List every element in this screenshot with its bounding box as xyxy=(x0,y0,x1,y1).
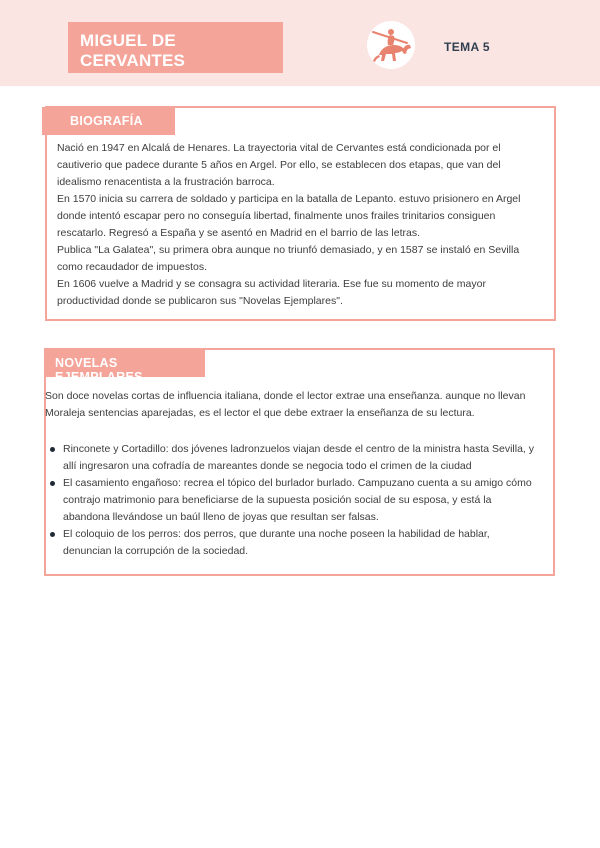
biografia-line: idealismo renacentista a la frustración barroca. xyxy=(57,176,275,188)
bullet-icon xyxy=(50,532,55,537)
knight-on-horse-icon xyxy=(367,21,415,69)
list-item-line: abandona llevándose un baúl lleno de joyas que resultan ser falsas. xyxy=(63,511,379,523)
biografia-line: como recaudador de impuestos. xyxy=(57,261,207,273)
title-box xyxy=(68,22,283,73)
list-item-line: contrajo matrimonio para beneficiarse de la supuesta posición social de su esposa, y está la xyxy=(63,494,492,506)
biografia-line: En 1570 inicia su carrera de soldado y participa en la batalla de Lepanto. estuvo prisionero en Argel xyxy=(57,193,521,205)
biografia-text xyxy=(57,140,544,310)
novelas-intro-line: Son doce novelas cortas de influencia italiana, donde el lector extrae una enseñanza. aunque no llevan xyxy=(45,390,526,402)
list-item-line: El casamiento engañoso: recrea el tópico del burlador burlado. Campuzano cuenta a su amigo cómo xyxy=(63,477,532,489)
novelas-intro-line: Moraleja sentencias aparejadas, es el lector el que debe extraer la enseñanza de su lectura. xyxy=(45,407,475,419)
bullet-icon xyxy=(50,481,55,486)
tema-label: TEMA 5 xyxy=(444,40,490,54)
list-item xyxy=(50,526,555,560)
novelas-list xyxy=(50,441,555,560)
biografia-heading: BIOGRAFÍA xyxy=(42,107,175,135)
list-item xyxy=(50,475,555,526)
list-item xyxy=(50,441,555,475)
list-item-line: allí ingresaron una cofradía de mareantes donde se negocia todo el crimen de la ciudad xyxy=(63,460,472,472)
biografia-line: Nació en 1947 en Alcalá de Henares. La trayectoria vital de Cervantes está condicionada por el xyxy=(57,142,501,154)
bullet-icon xyxy=(50,447,55,452)
biografia-line: En 1606 vuelve a Madrid y se consagra su actividad literaria. Ese fue su momento de mayor xyxy=(57,278,486,290)
biografia-line: Publica "La Galatea", su primera obra aunque no triunfó demasiado, y en 1587 se instaló en Sevilla xyxy=(57,244,520,256)
novelas-heading: NOVELAS EJEMPLARES xyxy=(44,350,205,377)
biografia-line: rescatarlo. Regresó a España y se asentó en Madrid en el barrio de las letras. xyxy=(57,227,421,239)
page-title: MIGUEL DE CERVANTES xyxy=(80,31,186,70)
list-item-line: El coloquio de los perros: dos perros, que durante una noche poseen la habilidad de hablar, xyxy=(63,528,490,540)
biografia-line: cautiverio que padece durante 5 años en Argel. Por ello, se establecen dos etapas, que van del xyxy=(57,159,501,171)
novelas-intro xyxy=(45,388,555,422)
list-item-line: denuncian la corrupción de la sociedad. xyxy=(63,545,249,557)
list-item-line: Rinconete y Cortadillo: dos jóvenes ladronzuelos viajan desde el centro de la ministra hasta Sevilla, y xyxy=(63,443,535,455)
biografia-line: donde intentó escapar pero no conseguía libertad, finalmente unos frailes trinitarios consiguen xyxy=(57,210,496,222)
biografia-line: productividad donde se publicaron sus "Novelas Ejemplares". xyxy=(57,295,343,307)
